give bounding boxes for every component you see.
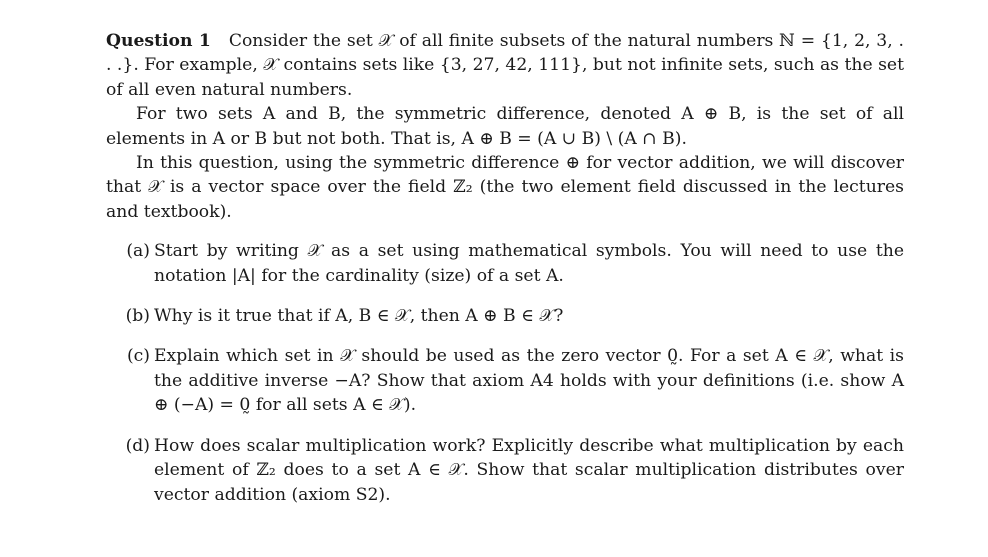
vector-space-paragraph: In this question, using the symmetric difference ⊕ for vector addition, we will discover that 𝒳 is a vector space over the field ℤ₂ (the two element field discussed in the lectures and textbook).	[106, 153, 904, 222]
part-b-text: Why is it true that if A, B ∈ 𝒳, then A ⊕ B ∈ 𝒳?	[154, 306, 564, 327]
question-label: Question 1	[106, 31, 211, 51]
question-document	[106, 29, 904, 523]
question-intro-paragraph	[106, 29, 904, 102]
symmetric-difference-paragraph: For two sets A and B, the symmetric difference, denoted A ⊕ B, is the set of all elements in A or B but not both. That is, A ⊕ B = (A ∪ B) \ (A ∩ B).	[106, 104, 904, 149]
part-c-label: (c)	[126, 346, 150, 367]
part-d-text: How does scalar multiplication work? Explicitly describe what multiplication by each element of ℤ₂ does to a set A ∈ 𝒳. Show that scalar multiplication distributes over vector addition (axiom S2).	[154, 435, 904, 505]
question-intro-text: Consider the set 𝒳 of all finite subsets of the natural numbers ℕ = {1, 2, 3, . . .}. For example, 𝒳 contains sets like {3, 27, 42, 111}, but not infinite sets, such as the set of all even natural numbers.	[106, 31, 904, 100]
part-d-label: (d)	[125, 435, 150, 456]
part-c	[106, 344, 904, 417]
part-b-label: (b)	[125, 306, 150, 327]
question-parts-list	[106, 239, 904, 507]
part-a	[106, 239, 904, 288]
part-a-label: (a)	[126, 241, 150, 262]
part-a-text: Start by writing 𝒳 as a set using mathematical symbols. You will need to use the notation |A| for the cardinality (size) of a set A.	[154, 241, 904, 286]
part-b	[106, 304, 904, 328]
part-d	[106, 434, 904, 507]
part-c-text: Explain which set in 𝒳 should be used as the zero vector 0̰. For a set A ∈ 𝒳, what is the additive inverse −A? Show that axiom A4 holds with your definitions (i.e. show A ⊕ (−A) = 0̰ for all sets A ∈ 𝒳).	[154, 346, 904, 416]
